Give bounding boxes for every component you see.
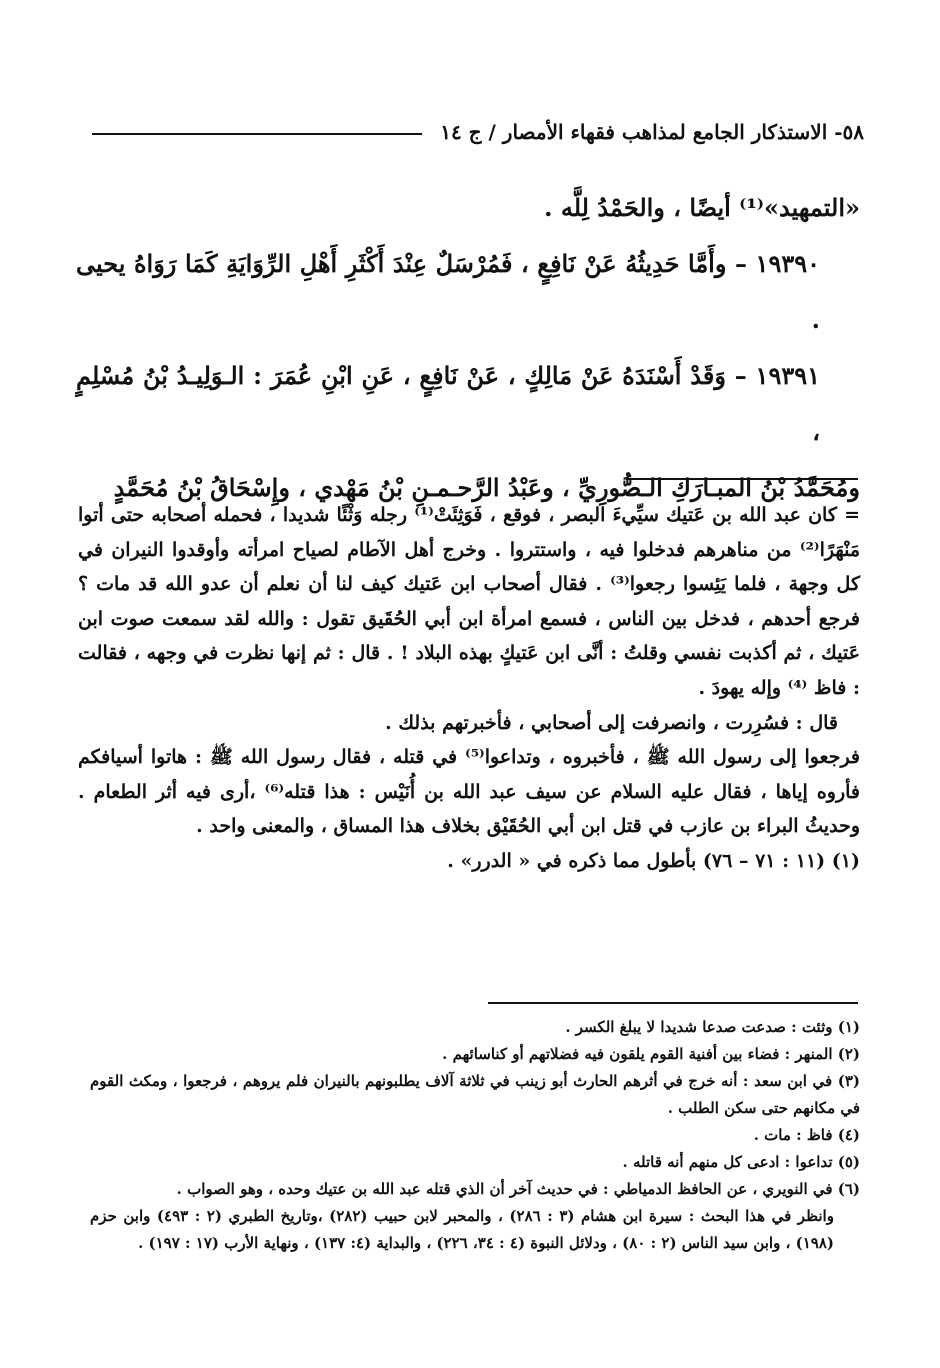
running-header bbox=[92, 112, 864, 152]
note-item: (٢) المنهر : فضاء بين أفنية القوم يلقون فيه فضلاتهم أو كناسائهم . bbox=[442, 1045, 860, 1063]
footnote-separator bbox=[626, 478, 858, 480]
main-paragraph: ومُحَمَّدُ بْنُ المبـارَكِ الـصُّورِيِّ ، وعَبْدُ الرَّحـمـنِ بْنُ مَهْدي ، وإِسْحَاقُ بْنُ مُحَمَّدٍ bbox=[113, 473, 860, 502]
note-item: (٦) في النويري ، عن الحافظ الدمياطي : في حديث آخر أن الذي قتله عبد الله بن عتيك وحده ، وهو الصواب . bbox=[176, 1180, 860, 1198]
notes-separator bbox=[488, 1002, 858, 1004]
header-rule bbox=[92, 133, 422, 135]
note-item: (٥) تداعوا : ادعى كل منهم أنه قاتله . bbox=[622, 1153, 860, 1171]
main-paragraph: ١٩٣٩٠ – وأَمَّا حَدِيثُهُ عَنْ نَافِعٍ ، فَمُرْسَلٌ عِنْدَ أَكْثَرِ أَهْلِ الرِّوَايَةِ كَمَا رَوَاهُ يحيى . bbox=[76, 249, 820, 334]
main-text bbox=[76, 180, 860, 516]
note-item: (٤) فاظ : مات . bbox=[753, 1126, 860, 1144]
footnote-paragraph: = كان عبد الله بن عَتيك سيِّيءَ البصر ، فوقع ، فَوَثِئَتْ⁽¹⁾ رجله وَثْئًا شديدا ، فحمله أصحابه حتى أتوا مَنْهَرًا⁽²⁾ من مناهرهم فدخلوا فيه ، واستتروا . وخرج أهل الآطام لصياح امرأته وأوقدوا النيران في كل وجهة ، فلما يَئِسوا رجعوا⁽³⁾ . فقال أصحاب ابن عَتيك كيف لنا أن نعلم أن عدو الله قد مات ؟ فرجع أحدهم ، فدخل بين الناس ، فسمع امرأة ابن أبي الحُقَيق تقول : والله لقد سمعت صوت ابن عَتيك ، ثم أكذبت نفسي وقلتُ : أنَّى ابن عَتيكٍ بهذه البلاد ! . قال : ثم إنها نظرت في وجهه ، فقالت : فاظ ⁽⁴⁾ وإله يهودَ . bbox=[78, 504, 860, 699]
footnote-paragraph: فرجعوا إلى رسول الله ﷺ ، فأخبروه ، وتداعوا⁽⁵⁾ في قتله ، فقال رسول الله ﷺ : هاتوا أسيافكم فأروه إياها ، فقال عليه السلام عن سيف عبد الله بن أُنَيْس : هذا قتله⁽⁶⁾ ،أرى فيه أثر الطعام . وحديثُ البراء بن عازب في قتل ابن أبي الحُقَيْق بخلاف هذا المساق ، والمعنى واحد . bbox=[78, 746, 861, 838]
main-paragraph: ١٩٣٩١ – وَقَدْ أَسْنَدَهُ عَنْ مَالِكٍ ، عَنْ نَافِعٍ ، عَنِ ابْنِ عُمَرَ : الـوَلِيـدُ بْنُ مُسْلِمٍ ، bbox=[76, 361, 820, 446]
note-item: (١) وثئت : صدعت صدعا شديدا لا يبلغ الكسر . bbox=[565, 1018, 860, 1036]
continued-footnote bbox=[78, 498, 860, 879]
page-header-title: ٥٨- الاستذكار الجامع لمذاهب فقهاء الأمصار / ج ١٤ bbox=[440, 120, 864, 144]
footnote-paragraph: (١) (١١ : ٧١ – ٧٦) بأطول مما ذكره في « الدرر» . bbox=[447, 849, 860, 872]
note-item: (٣) في ابن سعد : أنه خرج في أثرهم الحارث أبو زينب في ثلاثة آلاف يطلبونهم بالنيران فلم يروهم ، فرجعوا ، ومكث القوم في مكانهم حتى سكن الطلب . bbox=[90, 1072, 860, 1117]
footnote-paragraph: قال : فسُرِرت ، وانصرفت إلى أصحابي ، فأخبرتهم بذلك . bbox=[385, 711, 838, 734]
editor-notes bbox=[90, 1014, 860, 1257]
note-item: وانظر في هذا البحث : سيرة ابن هشام (٣ : ٢٨٦) ، والمحبر لابن حبيب (٢٨٢) ،وتاريخ الطبري (٢ : ٤٩٣) وابن حزم (١٩٨) ، وابن سيد الناس (٢ : ٨٠) ، ودلائل النبوة (٤ : ٣٤، ٢٢٦) ، والبداية (٤: ١٣٧) ، ونهاية الأرب (١٧ : ١٩٧) . bbox=[90, 1207, 834, 1252]
main-paragraph: «التمهيد»⁽¹⁾ أيضًا ، والحَمْدُ لِلَّه . bbox=[544, 193, 860, 222]
